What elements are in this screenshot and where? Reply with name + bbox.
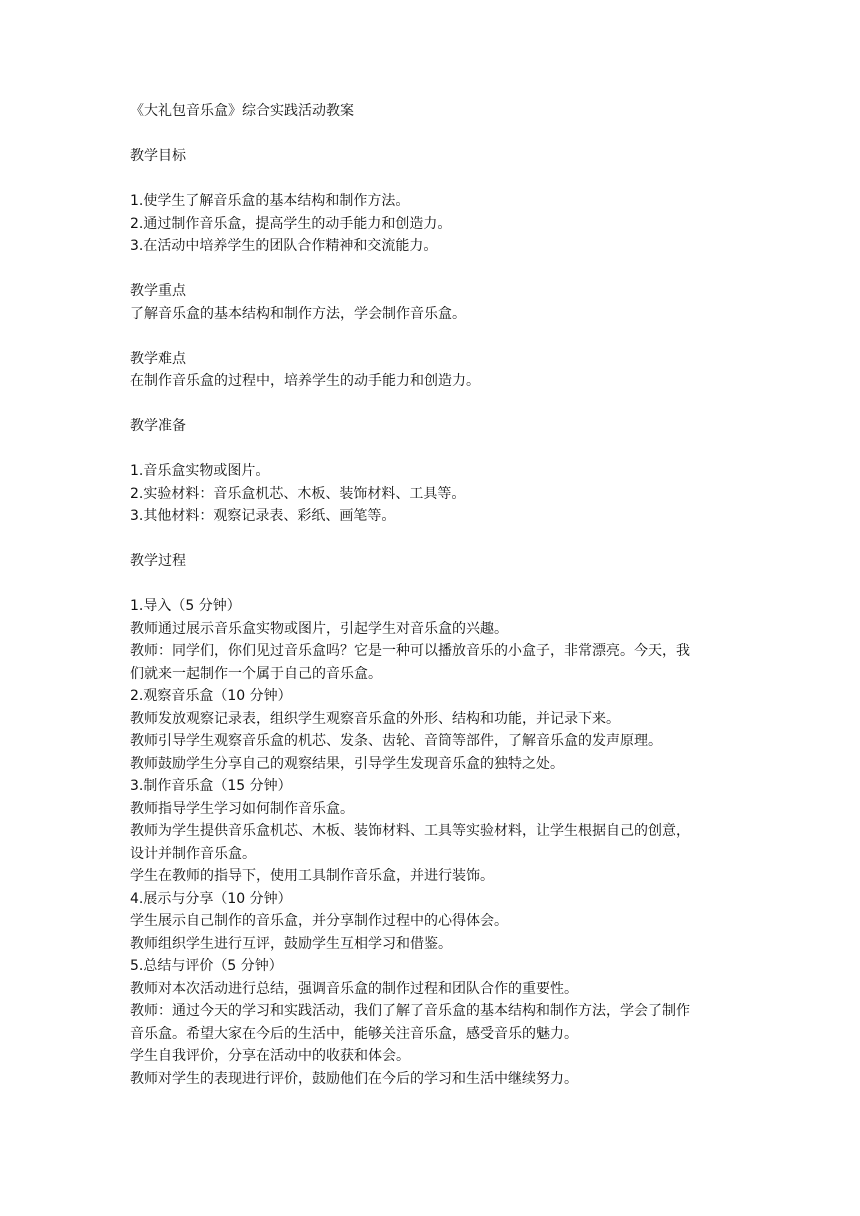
process-step-heading: 2.观察音乐盒（10 分钟）	[130, 688, 292, 704]
preparation-item: 2.实验材料：音乐盒机芯、木板、装饰材料、工具等。	[130, 485, 466, 502]
key-points-text: 了解音乐盒的基本结构和制作方法，学会制作音乐盒。	[130, 305, 466, 322]
process-line: 教师对学生的表现进行评价，鼓励他们在今后的学习和生活中继续努力。	[130, 1070, 578, 1087]
objective-item: 2.通过制作音乐盒，提高学生的动手能力和创造力。	[130, 215, 452, 232]
process-step-heading: 5.总结与评价（5 分钟）	[130, 958, 283, 974]
process-step-heading: 4.展示与分享（10 分钟）	[130, 890, 292, 907]
process-line: 教师：通过今天的学习和实践活动，我们了解了音乐盒的基本结构和制作方法，学会了制作	[130, 1003, 690, 1019]
spacer	[130, 258, 732, 281]
objective-item: 3.在活动中培养学生的团队合作精神和交流能力。	[130, 238, 438, 254]
process-step-heading: 1.导入（5 分钟）	[130, 598, 241, 614]
process-line: 教师为学生提供音乐盒机芯、木板、装饰材料、工具等实验材料，让学生根据自己的创意，	[130, 823, 690, 839]
spacer	[130, 573, 732, 596]
spacer	[130, 438, 732, 461]
process-heading: 教学过程	[130, 553, 186, 569]
preparation-item: 3.其他材料：观察记录表、彩纸、画笔等。	[130, 508, 396, 524]
spacer	[130, 325, 732, 348]
key-points-heading: 教学重点	[130, 283, 186, 299]
process-line: 设计并制作音乐盒。	[130, 845, 256, 862]
process-line: 教师通过展示音乐盒实物或图片，引起学生对音乐盒的兴趣。	[130, 620, 508, 637]
process-line: 学生自我评价，分享在活动中的收获和体会。	[130, 1048, 410, 1064]
process-line: 教师组织学生进行互评，鼓励学生互相学习和借鉴。	[130, 935, 452, 952]
difficulties-heading: 教学难点	[130, 350, 186, 367]
preparation-item: 1.音乐盒实物或图片。	[130, 463, 270, 479]
spacer	[130, 168, 732, 191]
spacer	[130, 123, 732, 146]
process-line: 们就来一起制作一个属于自己的音乐盒。	[130, 665, 382, 682]
process-line: 音乐盒。希望大家在今后的生活中，能够关注音乐盒，感受音乐的魅力。	[130, 1025, 578, 1042]
difficulties-text: 在制作音乐盒的过程中，培养学生的动手能力和创造力。	[130, 373, 480, 389]
objectives-heading: 教学目标	[130, 148, 186, 164]
process-line: 教师引导学生观察音乐盒的机芯、发条、齿轮、音筒等部件，了解音乐盒的发声原理。	[130, 733, 662, 749]
process-line: 学生在教师的指导下，使用工具制作音乐盒，并进行装饰。	[130, 868, 494, 884]
process-line: 教师对本次活动进行总结，强调音乐盒的制作过程和团队合作的重要性。	[130, 980, 578, 997]
process-step-heading: 3.制作音乐盒（15 分钟）	[130, 778, 292, 794]
process-line: 教师指导学生学习如何制作音乐盒。	[130, 800, 354, 817]
process-line: 教师：同学们，你们见过音乐盒吗？它是一种可以播放音乐的小盒子，非常漂亮。今天，我	[130, 643, 690, 659]
document-title: 《大礼包音乐盒》综合实践活动教案	[130, 103, 354, 119]
process-line: 学生展示自己制作的音乐盒，并分享制作过程中的心得体会。	[130, 913, 508, 929]
spacer	[130, 528, 732, 551]
objective-item: 1.使学生了解音乐盒的基本结构和制作方法。	[130, 193, 410, 209]
spacer	[130, 393, 732, 416]
process-line: 教师鼓励学生分享自己的观察结果，引导学生发现音乐盒的独特之处。	[130, 755, 564, 772]
preparation-heading: 教学准备	[130, 418, 186, 434]
process-line: 教师发放观察记录表，组织学生观察音乐盒的外形、结构和功能，并记录下来。	[130, 710, 620, 727]
